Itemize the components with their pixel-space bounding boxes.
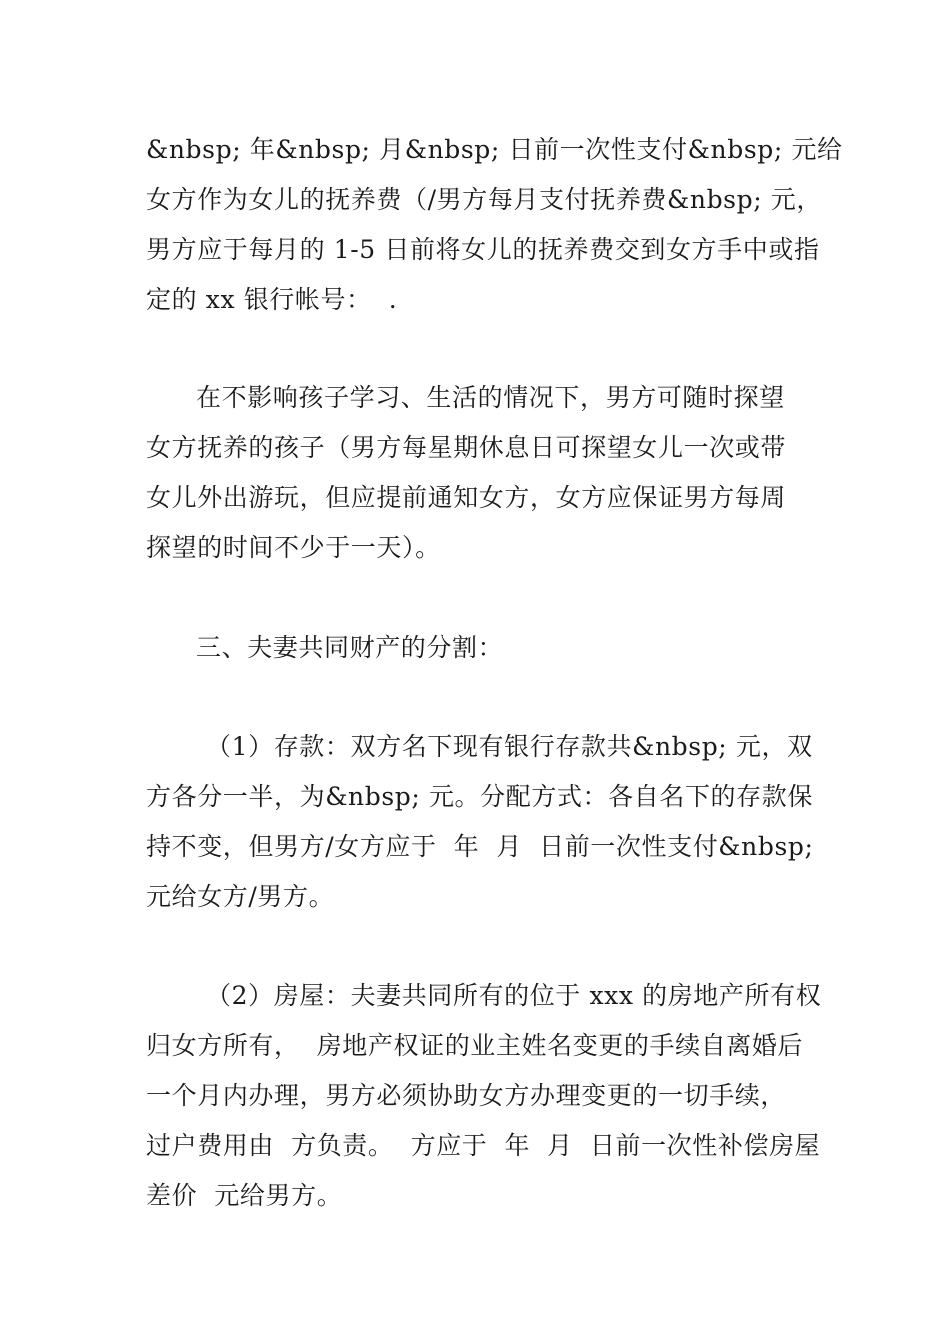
text-line: 差价 元给男方。 [146,1181,343,1210]
text-line: 元给女方/男方。 [146,882,335,911]
text-line: （2）房屋：夫妻共同所有的位于 xxx 的房地产所有权 [206,981,822,1010]
text-line: 方各分一半，为&nbsp; 元。分配方式：各自名下的存款保 [146,782,813,811]
text-line: 归女方所有， 房地产权证的业主姓名变更的手续自离婚后 [146,1031,804,1060]
text-line: 探望的时间不少于一天）。 [146,533,441,562]
text-line: 一个月内办理，男方必须协助女方办理变更的一切手续， [146,1081,787,1110]
text-line: 持不变，但男方/女方应于 年 月 日前一次性支付&nbsp; [146,832,814,861]
section-heading: 三、夫妻共同财产的分割： [196,633,504,662]
text-line: 过户费用由 方负责。 方应于 年 月 日前一次性补偿房屋 [146,1131,821,1160]
text-line: （1）存款：双方名下现有银行存款共&nbsp; 元，双 [206,732,813,761]
text-line: 定的 xx 银行帐号： . [146,285,398,314]
text-line: 女方作为女儿的抚养费（/男方每月支付抚养费&nbsp; 元， [146,185,822,214]
text-line: 男方应于每月的 1-5 日前将女儿的抚养费交到女方手中或指 [146,235,820,264]
text-line: 女方抚养的孩子（男方每星期休息日可探望女儿一次或带 [146,433,787,462]
text-line: 在不影响孩子学习、生活的情况下，男方可随时探望 [196,383,785,412]
text-line: 女儿外出游玩，但应提前通知女方，女方应保证男方每周 [146,483,787,512]
text-line: &nbsp; 年&nbsp; 月&nbsp; 日前一次性支付&nbsp; 元给 [146,135,843,164]
